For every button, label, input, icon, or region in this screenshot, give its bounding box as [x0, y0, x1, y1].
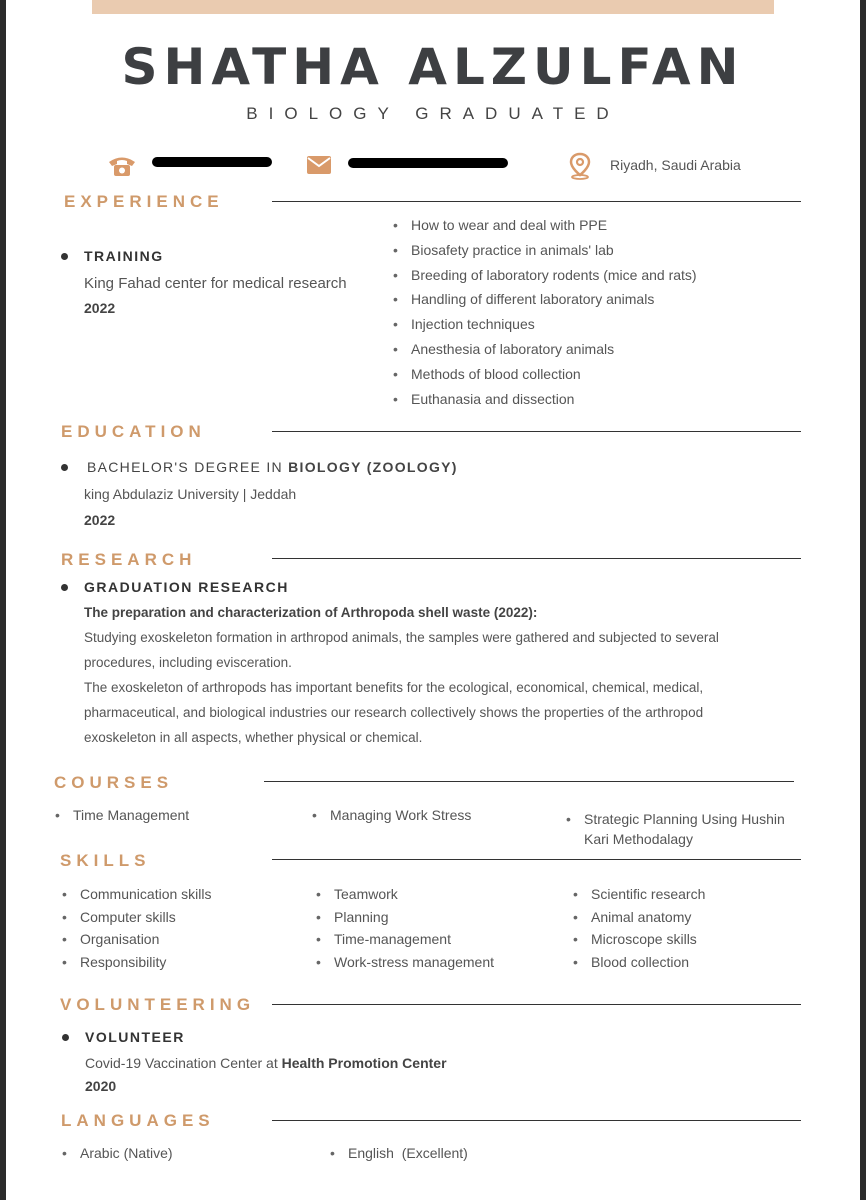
- resume-name: SHATHA ALZULFAN: [121, 38, 745, 96]
- experience-topics: [393, 213, 697, 411]
- experience-year: 2022: [84, 300, 116, 316]
- bullet-dot: [61, 464, 68, 471]
- phone-redaction: [152, 157, 272, 167]
- list-item: • Anesthesia of laboratory animals: [393, 337, 697, 362]
- list-item: • Managing Work Stress: [312, 807, 471, 823]
- experience-org: King Fahad center for medical research: [84, 275, 347, 292]
- resume-subtitle: BIOLOGY GRADUATED: [246, 104, 620, 123]
- skills-column-3: [573, 883, 705, 974]
- header-band: [92, 0, 774, 14]
- research-description: [84, 625, 784, 750]
- list-item: • Arabic (Native): [62, 1145, 173, 1161]
- section-rule: [272, 1120, 801, 1121]
- list-item: • Microscope skills: [573, 928, 705, 951]
- volunteering-year: 2020: [85, 1078, 117, 1094]
- list-item: • Strategic Planning Using Hushin: [566, 807, 785, 831]
- research-paper-title: The preparation and characterization of Arthropoda shell waste (2022):: [84, 605, 538, 620]
- course-item: [55, 807, 189, 823]
- list-item: • English (Excellent): [330, 1145, 468, 1161]
- degree-field: BIOLOGY (ZOOLOGY): [288, 459, 458, 475]
- list-item: • Computer skills: [62, 906, 211, 929]
- list-item: • Communication skills: [62, 883, 211, 906]
- list-item: • Animal anatomy: [573, 906, 705, 929]
- volunteering-place: [85, 1055, 447, 1071]
- course-item-continued: Kari Methodalagy: [584, 831, 693, 847]
- paragraph-line: exoskeleton in all aspects, whether physical or chemical.: [84, 730, 423, 745]
- degree-prefix: BACHELOR'S DEGREE IN: [87, 459, 289, 475]
- list-item: • Blood collection: [573, 951, 705, 974]
- section-rule: [264, 781, 794, 782]
- section-rule: [272, 431, 801, 432]
- page-edge-right: [860, 0, 866, 1200]
- education-degree: [87, 459, 458, 475]
- location-pin-icon: [568, 152, 592, 185]
- phone-icon: [107, 153, 137, 182]
- section-title-courses: COURSES: [54, 773, 174, 792]
- paragraph-line: procedures, including evisceration.: [84, 655, 292, 670]
- paragraph-line: pharmaceutical, and biological industries our research collectively shows the properties of the arthropod: [84, 705, 704, 720]
- paragraph-line: The exoskeleton of arthropods has important benefits for the ecological, economical, chemical, medical,: [84, 680, 704, 695]
- volunteering-item-title: VOLUNTEER: [85, 1029, 185, 1045]
- bullet-dot: [61, 584, 68, 591]
- section-title-skills: SKILLS: [60, 851, 151, 870]
- section-title-experience: EXPERIENCE: [64, 192, 224, 211]
- bullet-dot: [62, 1034, 69, 1041]
- skills-column-2: [316, 883, 494, 974]
- list-item: • Responsibility: [62, 951, 211, 974]
- research-item-title: GRADUATION RESEARCH: [84, 579, 289, 595]
- list-item: • Biosafety practice in animals' lab: [393, 238, 697, 263]
- list-item: • Teamwork: [316, 883, 494, 906]
- section-rule: [272, 201, 801, 202]
- language-item: [330, 1145, 468, 1161]
- education-year: 2022: [84, 512, 116, 528]
- page-edge-left: [0, 0, 6, 1200]
- bullet-dot: [61, 253, 68, 260]
- email-redaction: [348, 158, 508, 168]
- section-rule: [272, 1004, 801, 1005]
- experience-item-title: TRAINING: [84, 248, 164, 264]
- paragraph-line: Studying exoskeleton formation in arthropod animals, the samples were gathered and subjected to several: [84, 630, 719, 645]
- section-title-education: EDUCATION: [61, 422, 206, 441]
- list-item: • Scientific research: [573, 883, 705, 906]
- section-rule: [272, 558, 801, 559]
- section-title-languages: LANGUAGES: [61, 1111, 215, 1130]
- section-title-research: RESEARCH: [61, 550, 197, 569]
- section-title-volunteering: VOLUNTEERING: [60, 995, 256, 1014]
- education-school: king Abdulaziz University | Jeddah: [84, 486, 297, 502]
- list-item: • Organisation: [62, 928, 211, 951]
- place-name: Health Promotion Center: [281, 1055, 447, 1071]
- list-item: • Injection techniques: [393, 312, 697, 337]
- course-item: [312, 807, 471, 823]
- location-text: Riyadh, Saudi Arabia: [610, 157, 741, 173]
- list-item: • Euthanasia and dissection: [393, 387, 697, 412]
- language-item: [62, 1145, 173, 1161]
- list-item: • Planning: [316, 906, 494, 929]
- list-item: • Work-stress management: [316, 951, 494, 974]
- list-item: • Methods of blood collection: [393, 362, 697, 387]
- list-item: • Time-management: [316, 928, 494, 951]
- section-rule: [272, 859, 801, 860]
- list-item: • Breeding of laboratory rodents (mice and rats): [393, 263, 697, 288]
- skills-column-1: [62, 883, 211, 974]
- list-item: • Handling of different laboratory animals: [393, 287, 697, 312]
- list-item: • Time Management: [55, 807, 189, 823]
- course-item: [566, 807, 785, 831]
- list-item: • How to wear and deal with PPE: [393, 213, 697, 238]
- place-prefix: Covid-19 Vaccination Center at: [85, 1055, 282, 1071]
- mail-icon: [306, 155, 332, 180]
